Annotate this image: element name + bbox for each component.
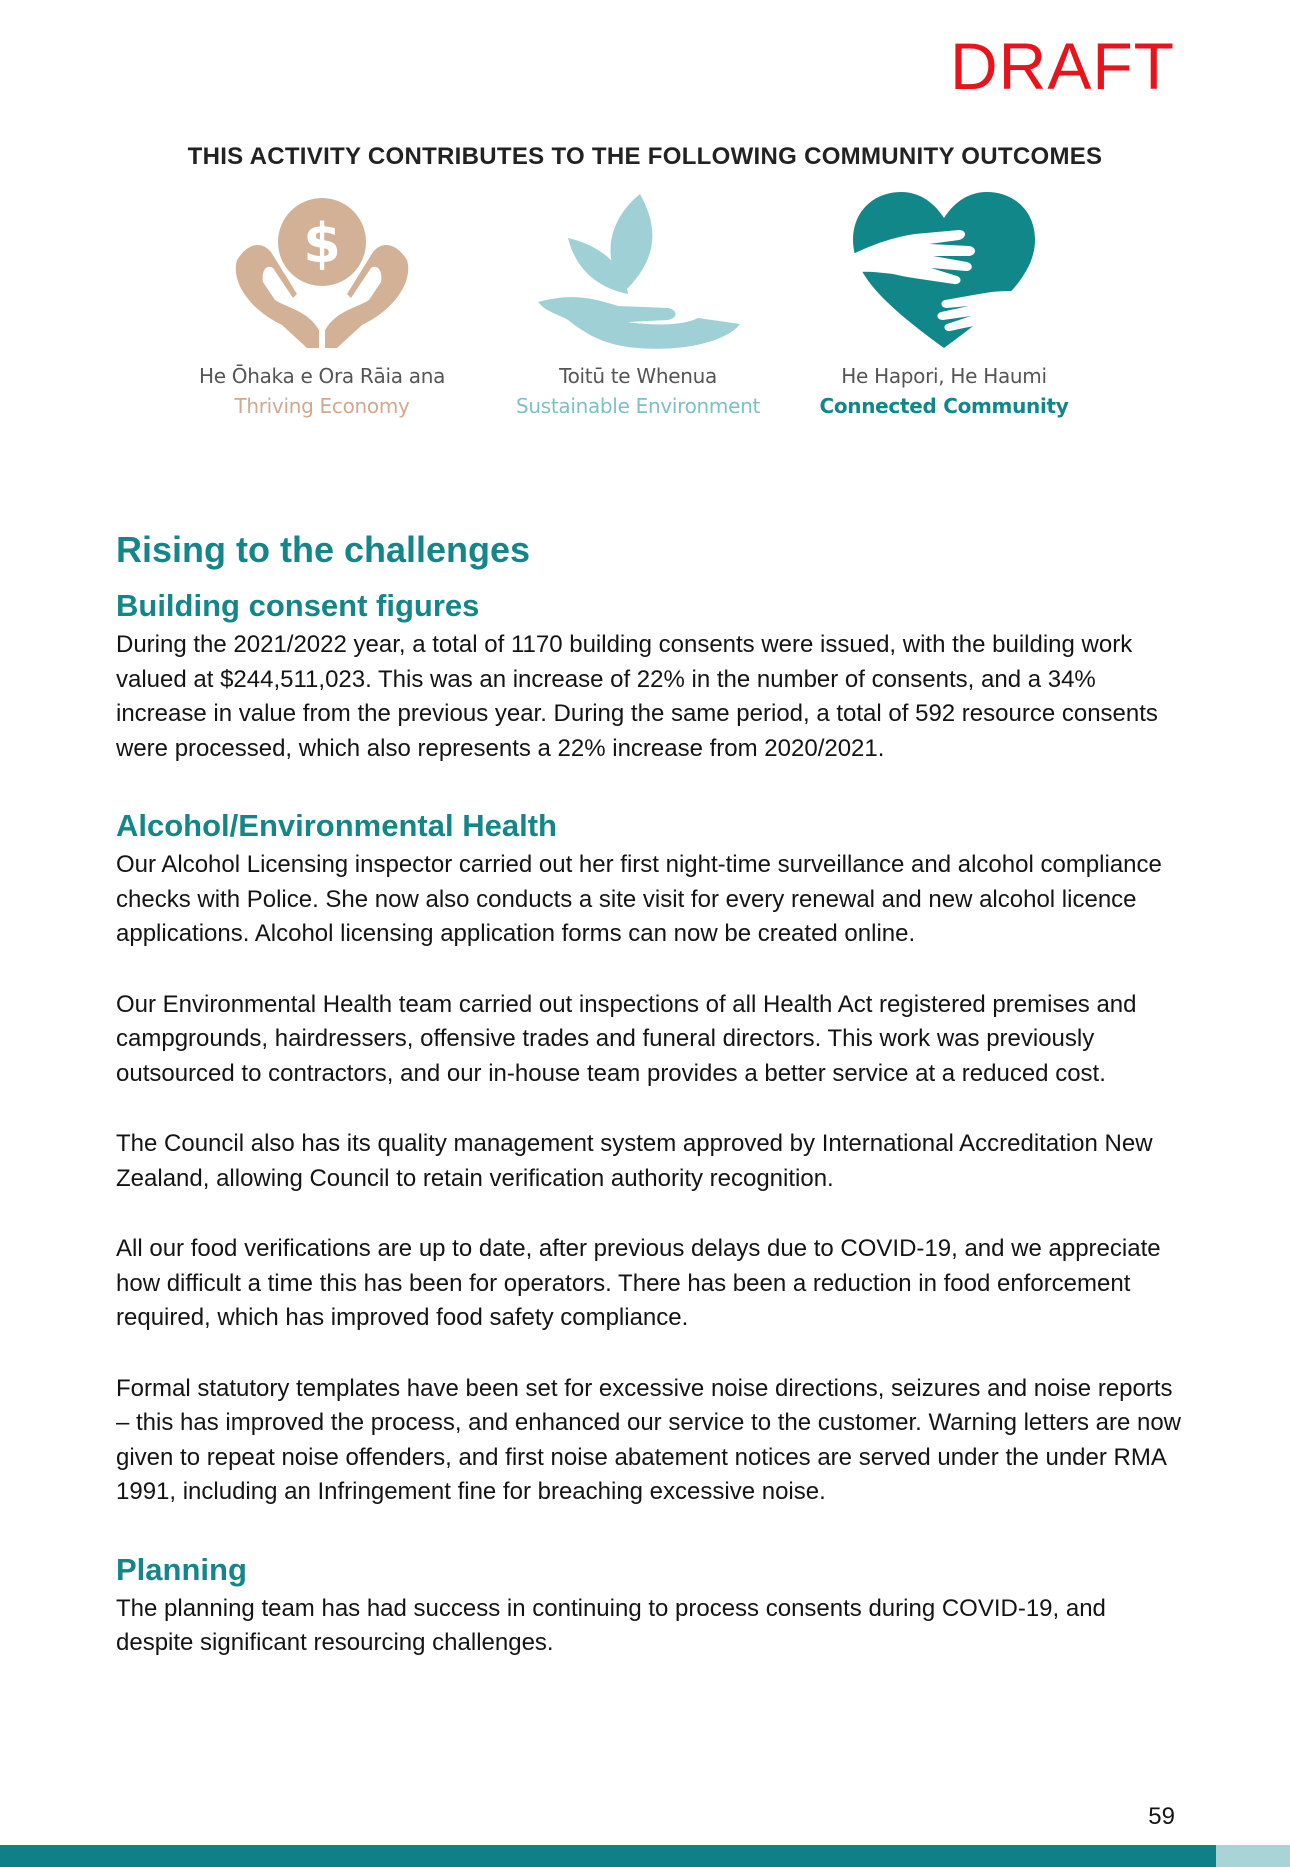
section-heading-building-consent: Building consent figures bbox=[116, 588, 480, 623]
main-content bbox=[116, 525, 1186, 1661]
paragraph: Our Alcohol Licensing inspector carried out her first night-time surveillance and alcohol compliance checks with Police. She now also conducts a site visit for every renewal and new alcohol licence applications. Alcohol licensing application forms can now be created online. bbox=[116, 851, 1162, 947]
paragraph: All our food verifications are up to date, after previous delays due to COVID-19, and we appreciate how difficult a time this has been for operators. There has been a reduction in food enforcement required, which has improved food safety compliance. bbox=[116, 1235, 1161, 1331]
section-heading-alcohol-environmental-health: Alcohol/Environmental Health bbox=[116, 808, 557, 843]
page-title: Rising to the challenges bbox=[116, 529, 531, 570]
outcome-connected-community bbox=[794, 190, 1094, 418]
outcome-maori-label: He Ōhaka e Ora Rāia ana bbox=[198, 364, 446, 388]
page-number: 59 bbox=[1148, 1803, 1175, 1830]
hands-dollar-icon bbox=[227, 190, 417, 350]
svg-text:$: $ bbox=[303, 212, 341, 275]
heart-hands-icon bbox=[849, 190, 1039, 350]
outcome-maori-label: He Hapori, He Haumi bbox=[841, 364, 1047, 388]
hand-leaves-icon bbox=[528, 190, 748, 350]
outcome-english-label: Sustainable Environment bbox=[515, 394, 761, 418]
paragraph: Formal statutory templates have been set for excessive noise directions, seizures and noise reports – this has improved the process, and enhanced our service to the customer. Warning letters are now given to repeat noise offenders, and first noise abatement notices are served under the under RMA 1991, including an Infringement fine for breaching excessive noise. bbox=[116, 1374, 1181, 1505]
paragraph: The Council also has its quality management system approved by International Accreditation New Zealand, allowing Council to retain verification authority recognition. bbox=[116, 1130, 1153, 1192]
paragraph: During the 2021/2022 year, a total of 1170 building consents were issued, with the building work valued at $244,511,023. This was an increase of 22% in the number of consents, and a 34% increase in value from the previous year. During the same period, a total of 592 resource consents were processed, which also represents a 22% increase from 2020/2021. bbox=[116, 631, 1158, 762]
paragraph: The planning team has had success in continuing to process consents during COVID-19, and despite significant resourcing challenges. bbox=[116, 1594, 1106, 1656]
outcome-english-label: Connected Community bbox=[819, 394, 1069, 418]
draft-watermark: DRAFT bbox=[950, 29, 1175, 103]
footer-accent bbox=[1216, 1845, 1290, 1867]
section-heading-planning: Planning bbox=[116, 1551, 247, 1587]
paragraph: Our Environmental Health team carried out inspections of all Health Act registered premises and campgrounds, hairdressers, offensive trades and funeral directors. This work was previously outsourced to contractors, and our in-house team provides a better service at a reduced cost. bbox=[116, 990, 1137, 1087]
outcome-english-label: Thriving Economy bbox=[234, 394, 410, 418]
outcome-thriving-economy bbox=[172, 190, 472, 418]
outcome-maori-label: Toitū te Whenua bbox=[559, 364, 717, 388]
footer-bar bbox=[0, 1845, 1290, 1867]
outcome-sustainable-environment bbox=[488, 190, 788, 418]
outcomes-heading: THIS ACTIVITY CONTRIBUTES TO THE FOLLOWING COMMUNITY OUTCOMES bbox=[187, 143, 1103, 170]
